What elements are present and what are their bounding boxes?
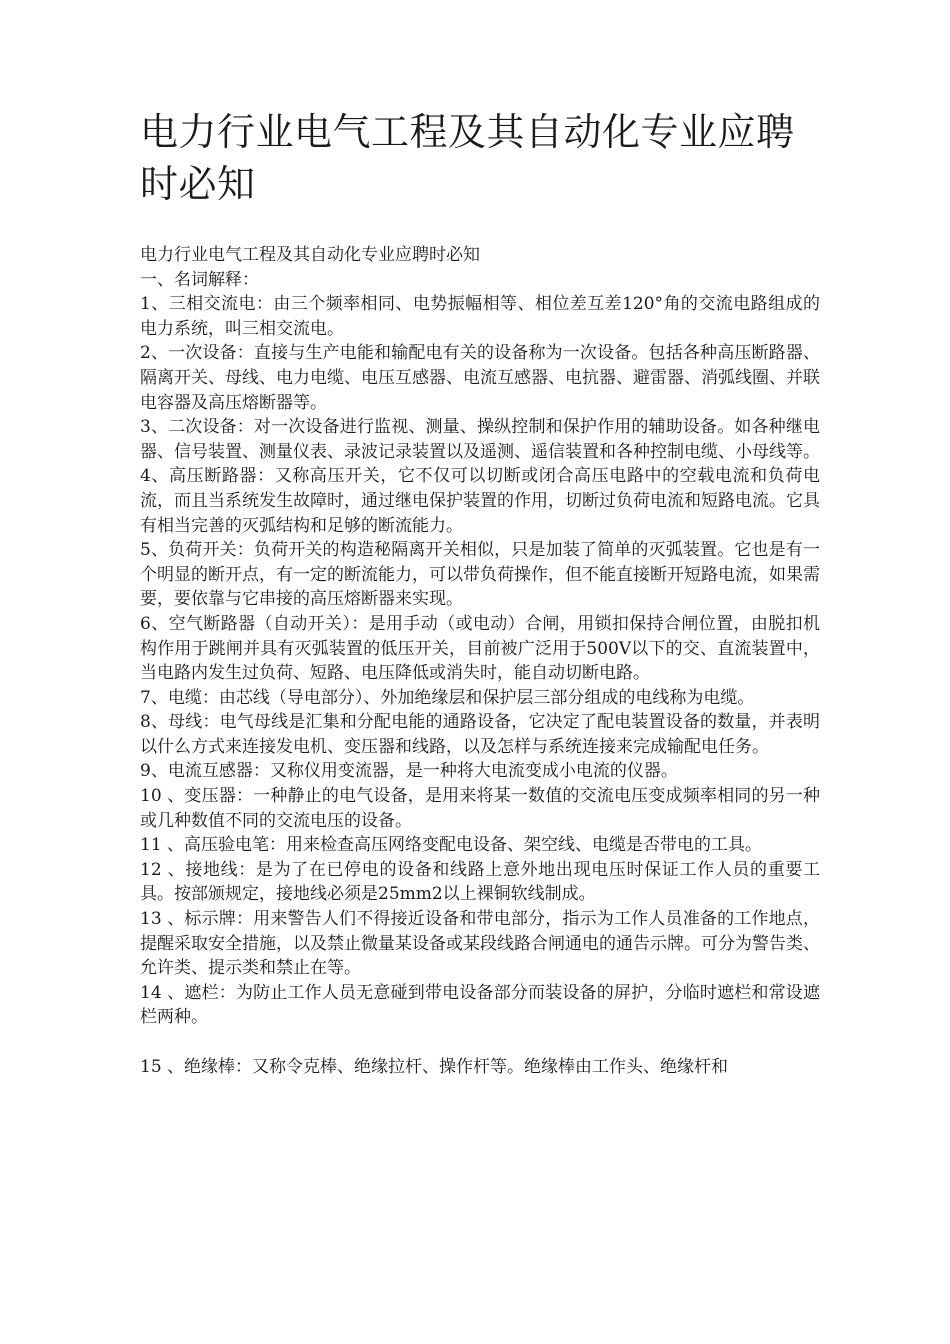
paragraph-term-14: 14 、遮栏：为防止工作人员无意碰到带电设备部分而装设备的屏护，分临时遮栏和常设遮栏两种。 bbox=[140, 982, 820, 1028]
paragraph-term-8: 8、母线：电气母线是汇集和分配电能的通路设备，它决定了配电装置设备的数量，并表明以什么方式来连接发电机、变压器和线路，以及怎样与系统连接来完成输配电任务。 bbox=[140, 712, 820, 757]
paragraph-term-9: 9、电流互感器：又称仪用变流器，是一种将大电流变成小电流的仪器。 bbox=[140, 761, 678, 782]
paragraph-term-3: 3、二次设备：对一次设备进行监视、测量、操纵控制和保护作用的辅助设备。如各种继电器、信号装置、测量仪表、录波记录装置以及遥测、遥信装置和各种控制电缆、小母线等。 bbox=[140, 417, 820, 462]
paragraph-term-13: 13 、标示牌：用来警告人们不得接近设备和带电部分，指示为工作人员准备的工作地点，提醒采取安全措施，以及禁止微量某设备或某段线路合闸通电的通告示牌。可分为警告类、允许类、提示类和禁止在等。 bbox=[140, 909, 820, 979]
paragraph-term-15: 15 、绝缘棒：又称令克棒、绝缘拉杆、操作杆等。绝缘棒由工作头、绝缘杆和 bbox=[140, 1056, 729, 1077]
paragraph-subtitle: 电力行业电气工程及其自动化专业应聘时必知 bbox=[140, 245, 480, 265]
paragraph-term-12: 12 、接地线：是为了在已停电的设备和线路上意外地出现电压时保证工作人员的重要工具。按部颁规定，接地线必须是25mm2以上裸铜软线制成。 bbox=[140, 859, 820, 905]
blank-line bbox=[140, 1030, 820, 1055]
document-body bbox=[140, 243, 820, 1079]
paragraph-term-6: 6、空气断路器（自动开关）：是用手动（或电动）合闸，用锁扣保持合闸位置，由脱扣机构作用于跳闸并具有灭弧装置的低压开关，目前被广泛用于500V以下的交、直流装置中，当电路内发生过负荷、短路、电压降低或消失时，能自动切断电路。 bbox=[140, 613, 820, 684]
paragraph-term-2: 2、一次设备：直接与生产电能和输配电有关的设备称为一次设备。包括各种高压断路器、隔离开关、母线、电力电缆、电压互感器、电流互感器、电抗器、避雷器、消弧线圈、并联电容器及高压熔断器等。 bbox=[140, 343, 820, 413]
paragraph-term-1: 1、三相交流电：由三个频率相同、电势振幅相等、相位差互差120°角的交流电路组成的电力系统，叫三相交流电。 bbox=[140, 294, 820, 339]
paragraph-term-11: 11 、高压验电笔：用来检查高压网络变配电设备、架空线、电缆是否带电的工具。 bbox=[140, 835, 763, 856]
paragraph-term-4: 4、高压断路器：又称高压开关，它不仅可以切断或闭合高压电路中的空载电流和负荷电流，而且当系统发生故障时，通过继电保护装置的作用，切断过负荷电流和短路电流。它具有相当完善的灭弧结构和足够的断流能力。 bbox=[140, 466, 820, 536]
paragraph-section-heading: 一、名词解释： bbox=[140, 269, 259, 290]
paragraph-term-5: 5、负荷开关：负荷开关的构造秘隔离开关相似，只是加装了简单的灭弧装置。它也是有一个明显的断开点，有一定的断流能力，可以带负荷操作，但不能直接断开短路电流，如果需要，要依靠与它串接的高压熔断器来实现。 bbox=[140, 540, 820, 610]
document-title: 电力行业电气工程及其自动化专业应聘时必知 bbox=[140, 110, 795, 206]
paragraph-term-7: 7、电缆：由芯线（导电部分）、外加绝缘层和保护层三部分组成的电线称为电缆。 bbox=[140, 687, 755, 708]
paragraph-term-10: 10 、变压器：一种静止的电气设备，是用来将某一数值的交流电压变成频率相同的另一种或几种数值不同的交流电压的设备。 bbox=[140, 786, 820, 831]
